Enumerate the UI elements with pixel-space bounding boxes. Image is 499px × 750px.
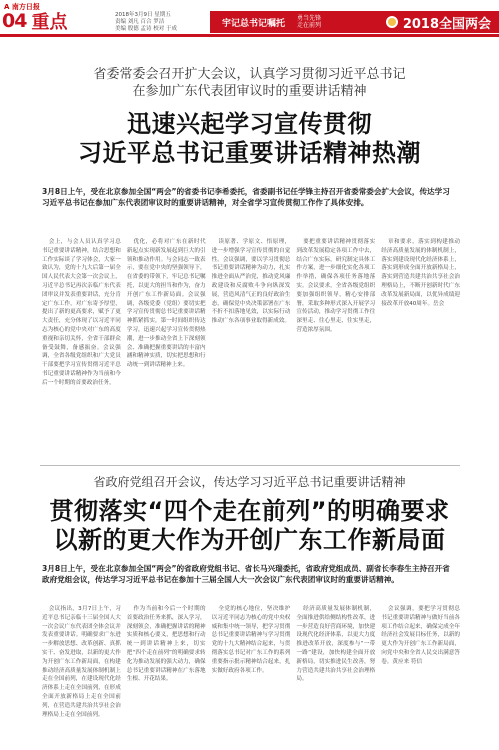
flower-icon — [386, 16, 398, 28]
section-divider — [40, 465, 460, 466]
column-name: 宇记总书记嘱托 — [222, 18, 286, 29]
article2-kicker: 省政府党组召开会议，传达学习习近平总书记重要讲话精神 — [93, 475, 406, 489]
page-label — [0, 10, 67, 32]
article1-headline: 迅速兴起学习宣传贯彻 习近平总书记重要讲话精神热潮 — [78, 110, 421, 167]
banner-title: 2018全国两会 — [386, 13, 491, 32]
article2-lead: 3月8日上午，受在北京参加全国“两会”的省政府党组书记、省长马兴瑞委托，省政府党组成员、副省长李春生主持召开省政府党组会议，传达学习习近平总书记在参加十三届全国人大一次会议广东代表团审议时的重要讲话精神。 — [42, 564, 450, 584]
header-rule — [0, 34, 499, 37]
page-number: 04 — [2, 10, 27, 32]
article2-headline: 贯彻落实“四个走在前列”的明确要求 以新的更大作为开创广东工作新局面 — [49, 497, 450, 554]
page-section: 重点 — [31, 12, 68, 33]
header-banner — [210, 11, 499, 33]
article1-column: 要把重要讲话精神贯彻落实到改革发展稳定各项工作中去，结合广东实际，研究制定具体工作方案，进一步细化实化各项工作举措，确保各项任务落地落实。会议要求，全省各级党组织要加强组织领导，精心安排部署，采取多种形式深入开展学习宣传活动，推动学习贯彻工作往深里走、往心里走、往实里走，营造浓厚氛围。 — [296, 239, 376, 333]
article1-body — [42, 238, 460, 460]
article2-column: 会议强调，要把学习贯彻总书记重要讲话精神与做好当前各项工作结合起来，确保完成全年经济社会发展目标任务，以新的更大作为开创广东工作新局面，向党中央和全省人民交出满意答卷。黄应来 符信 — [381, 606, 460, 665]
article2-column: 全党的核心地位，坚决维护以习近平同志为核心的党中央权威和集中统一领导，把学习贯彻总书记重要讲话精神与学习贯彻党的十九大精神结合起来，与贯彻落实总书记对广东工作的系列重要指示批示精神结合起来，扎实做好政府各项工作。 — [211, 606, 291, 674]
edition-info: 2018年3月9日 星期五 责编 刘凡 百合 罗洁 美编 殷德 孟诗 校对 于成 — [115, 12, 177, 32]
article2-column: 作为当前和今后一个时期的首要政治任务来抓，深入学习，深刻领会，准确把握讲话的精神实质和核心要义，把思想和行动统一到讲话精神上来，切实把“四个走在前列”的明确要求转化为推动发展的强大动力，确保总书记重要讲话精神在广东落地生根、开花结果。 — [126, 606, 206, 683]
article1-column: 章和要求，落实到构建推动经济高质量发展的体制机制上，落实到建设现代化经济体系上，落实到形成全面开放新格局上，落实到营造共建共治共享社会治理格局上，不断开创新时代广东改革发展新局面，以优异成绩迎接改革开放40周年。岳会 — [381, 239, 460, 307]
article2-column: 经济高质量发展体制机制，全面推进供给侧结构性改革，进一步营造良好营商环境，加快建设现代化经济体系，以更大力度推进改革开放，深度参与“一带一路”建设，加快构建全面开放新格局，切实推进民生改善，努力营造共建共治共享社会治理格局。 — [296, 606, 376, 683]
article2-column: 会议指出，3月7日上午，习近平总书记亲临十三届全国人大一次会议广东代表团全体会议并发表重要讲话。明确要求广东进一步解放思想、改革创新、真抓实干、奋发进取，以新的更大作为开创广东工作新局面，在构建推动经济高质量发展体制机制上走在全国前列，在建设现代化经济体系上走在全国前列，在形成全面开放新格局上走在全国前列，在营造共建共治共享社会治理格局上走在全国前列。 — [42, 606, 121, 718]
article1-column: 读原著、学原文、悟原理，进一步增强学习宣传贯彻的自觉性。会议强调，要以学习贯彻总书记重要讲话精神为动力，扎实推进全面从严治党，推动党风廉政建设和反腐败斗争向纵深发展，营造风清气正的良好政治生态，确保党中央决策部署在广东不折不扣落地见效，以实际行动推动广东各项事业取得新成效。 — [211, 239, 291, 325]
article1-column: 会上，与会人员认真学习总书记重要讲话精神，结合思想和工作实际谈了学习体会，大家一致认为，党的十九大后第一届全国人民代表大会第一次会议上，习近平总书记再次亲临广东代表团审议并发表重要讲话，充分肯定广东工作，对广东寄予厚望，提出了新的更高要求，赋予了更大责任，充分体现了以习近平同志为核心的党中央对广东的高度重视和亲切关怀，全省干部群众备受鼓舞，备感振奋。会议强调，全省各级党组织和广大党员干部要把学习宣传贯彻习近平总书记重要讲话精神作为当前和今后一个时期的首要政治任务， — [42, 239, 121, 386]
article2-body — [42, 605, 460, 745]
article1-kicker: 省委常委会召开扩大会议，认真学习贯彻习近平总书记 在参加广东代表团审议时的重要讲话精神 — [93, 67, 406, 99]
newspaper-name: A 南方日报 — [4, 3, 40, 11]
column-tag: 勇当先锋 走在前列 — [297, 15, 322, 29]
article1-column: 优化，必将对广东在新时代新起点实现新发展起到巨大的引领和推动作用。与会同志一致表示，要在党中央的坚强领导下，在省委的带领下，牢记总书记嘱托，以更大的担当和作为，奋力开创广东工作新局面。会议强调，各级党委（党组）要切实把学习宣传贯彻总书记重要讲话精神抓紧抓实，第一时间组织传达学习，迅速兴起学习宣传贯彻热潮，进一步推动全省上下深刻领会、准确把握重要讲话的丰富内涵和精神实质，切实把思想和行动统一到讲话精神上来。 — [126, 239, 206, 369]
article1-lead: 3月8日上午，受在北京参加全国“两会”的省委书记李希委托，省委副书记任学锋主持召开省委常委会扩大会议，传达学习习近平总书记在参加广东代表团审议时的重要讲话精神，对全省学习宣传贯彻工作作了具体安排。 — [42, 187, 450, 207]
